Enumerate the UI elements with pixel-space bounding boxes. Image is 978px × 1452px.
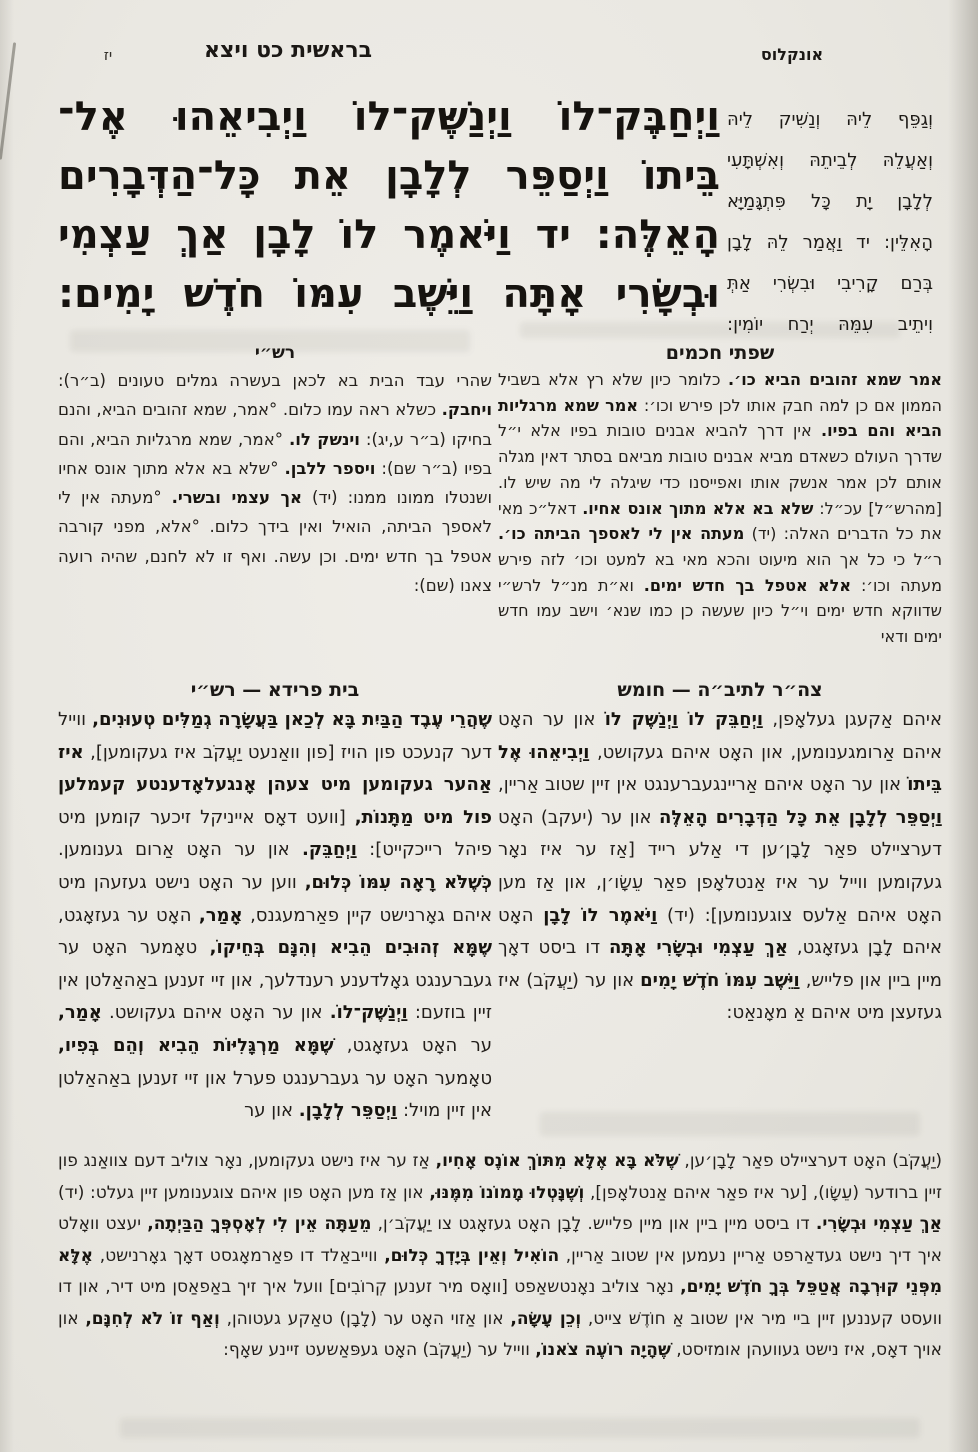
- body-segment: (יַעֲקֹב) האָט דערציילט פאַר לָבָן׳ען,: [678, 1151, 942, 1171]
- body-segment: און אַזוי האָט ער (לָבָן) טאַקע געטוהן,: [219, 1308, 511, 1329]
- lead-word: אַךְ עַצְמִי וּבְשָׂרִי אָתָּה: [609, 937, 788, 959]
- lead-word: אך עצמי ובשרי.: [171, 488, 303, 508]
- body-segment: טאָמער האָט ער געברענגט פערל און זיי זענען באַהאַלטן אין זיין מויל:: [58, 1067, 492, 1122]
- text-line: וְאַעֲלֵהּ לְבֵיתֵהּ וְאִשְׁתָּעִי: [727, 150, 933, 171]
- body-segment: ווייבאַלד דו פאַרמאָגסט דאָך גאָרנישט,: [93, 1245, 385, 1266]
- lead-word: אַךְ עַצְמִי וּבְשָׂרִי.: [815, 1214, 942, 1234]
- body-segment: דאל״כ מאי את כל הדברים האלה: (יד): [498, 498, 942, 544]
- lead-word: אלא אטפל בך חדש ימים.: [643, 575, 852, 595]
- body-segment: טאָמער האָט ער געברענגט גאָלדענע רענדלעך, און זיי זענען באַהאַלטן אין זיין בוזעם:: [58, 937, 492, 1024]
- page-edge-shadow-left: [0, 0, 14, 1452]
- body-segment: און אַז מען האָט פון איהם צוגענומען זיין געלט: (יד): [58, 1182, 430, 1203]
- body-segment: כשלא ראה עמו כלום. °אמר, שמא זהובים הביא, והנם בחיקו (ב״ר ע,יג):: [58, 400, 492, 449]
- body-segment: שהרי עבד הבית בא לכאן בעשרה גמלים טעונים (ב״ר):: [58, 371, 492, 390]
- page-title: בראשית כט ויצא: [204, 38, 372, 63]
- body-segment: °אמר, שמא מרגליות הביא, והם בפיו (ב״ר שם):: [58, 429, 492, 478]
- lead-word: שֶׁמָּא זְהוּבִים הֵבִיא וְהִנָּם בְּחֵיקוֹ,: [209, 937, 492, 959]
- bleed-through-artifact: [120, 1418, 920, 1438]
- lead-word: וַיְנַשֶּׁק־לוֹ.: [329, 1002, 408, 1024]
- lead-word: שלא בא אלא מתוך אונס אחיו.: [582, 498, 814, 518]
- body-segment: יעצט וואָלט איך דיך נישט געדאַרפט אַריין נעמען אין שטוב אַריין,: [58, 1214, 942, 1266]
- body-segment: האָט ער געזאָגט,: [58, 904, 199, 926]
- body-segment: °שלא בא אלא מתוך אונס אחיו ושנטלו ממונו ממנו: (יד): [58, 458, 492, 508]
- lead-word: וַיְחַבֵּק.: [301, 839, 357, 861]
- binding-shadow-right: [948, 0, 978, 1452]
- lead-word: וְאַף זוֹ לֹא לְחִנָּם,: [85, 1308, 220, 1329]
- lead-word: אָמַר,: [58, 1002, 102, 1024]
- body-segment: און ער האָט איהם אַריינגעברענגט אין זיין שטוב אַריין,: [498, 774, 908, 796]
- lead-word: וַיֵּשֶׁב עִמּוֹ חֹדֶשׁ יָמִים: [640, 969, 800, 991]
- lead-word: שֶׁהֲרֵי עֶבֶד הַבַּיִת בָּא לְכַאן בַּעֲשָׂרָה גְמַלִּים טְעוּנִים,: [92, 709, 492, 730]
- lead-word: אָמַר,: [198, 904, 243, 926]
- body-segment: האָט איהם לָבָן געזאָגט,: [498, 904, 942, 959]
- text-line: הָאֵלֶּה: יד וַיֹּאמֶר לוֹ לָבָן אַךְ עַצְמִי: [58, 212, 720, 258]
- body-segment: דו ביסט דאָך מיין ביין און פלייש,: [498, 937, 942, 991]
- lead-word: וַיְסַפֵּר לְלָבָן אֵת כָּל הַדְּבָרִים הָאֵלֶּה: [658, 806, 942, 828]
- text-line: וּבְשָׂרִי אָתָּה וַיֵּשֶׁב עִמּוֹ חֹדֶשׁ יָמִים:: [58, 271, 720, 317]
- text-line: לְלָבָן יָת כָּל פִּתְגָּמַיָּא: [727, 191, 933, 212]
- body-segment: דו ביסט מיין ביין און מיין פלייש. לָבָן האָט געזאָגט צו יַעֲקֹב׳ן,: [371, 1214, 816, 1234]
- lead-word: מעתה אין לי לאספך הביתה כו׳.: [498, 524, 745, 544]
- lead-word: הוֹאִיל וְאֵין בְּיָדְךָ כְּלוּם,: [384, 1245, 560, 1266]
- siftei-chachamim-heading: שפתי חכמים: [665, 342, 775, 364]
- body-segment: [וועט דאָס אייניקל זיכער קומען מיט פיהל רייכקייט]:: [58, 806, 492, 861]
- body-segment: ווייל דער קנעכט פון הויז [פון וואַנעט יַעֲקֹב איז געקומען],: [58, 709, 492, 763]
- body-segment: אין דרך להביא אבנים טובות בפיו אלא י״ל שדרך העולם כשאדם מביא אבנים טובות מביאם בסתר דאין מגלה אותם לכן אמר אנשק אותו ואפייסנו כדי שיגלה לי מה שיש לו. [מהרש״ל] עכ״ל:: [498, 421, 942, 518]
- body-segment: כלומר כיון שלא רץ אלא בשביל הממון אם כן למה חבק אותו לכן פירש וכו׳:: [498, 370, 942, 415]
- beis-frida-rashi-yiddish-text: [58, 704, 492, 1146]
- lead-word: וַיְבִיאֵהוּ אֶל בֵּיתוֹ: [498, 741, 942, 796]
- body-segment: ווען ער האָט נישט געזעהן מיט איהם גאָרנישט קיין פאַרמעגנס,: [58, 871, 492, 926]
- lead-word: ויחבק.: [441, 400, 492, 420]
- text-line: וִיתֵיב עִמֵּהּ יְרַח יוֹמִין:: [727, 314, 933, 335]
- tzohar-lateivah-chumash-heading: צה״ר לתיב״ה — חומש: [617, 679, 823, 701]
- lead-word: אמר שמא זהובים הביא כו׳.: [728, 370, 942, 389]
- body-segment: און ער האָט אַרום גענומען.: [58, 839, 302, 861]
- siftei-chachamim-text: [498, 367, 942, 662]
- text-line: הָאִלֵּין: יד וַאֲמַר לֵהּ לָבָן: [727, 232, 933, 253]
- body-segment: און ער (יעקב) האָט דערציילט פאַר לָבָן׳ען די אַלע רייד [אַז ער איז נאָר געקומען ווייל ער איז אַנטלאָפן פאַר עֵשָׂו׳ן, און אַז מען האָט איהם אַלעס צוגענומען]: (יד): [498, 806, 942, 926]
- body-segment: און ער (יַעֲקֹב) איז געזעצן מיט איהם אַ מאָנאַט:: [498, 969, 942, 1024]
- body-segment: און אויך דאָס, איז נישט געוועהן אומזיסט,: [58, 1308, 942, 1360]
- lead-word: וַיְסַפֵּר לְלָבָן.: [298, 1100, 398, 1122]
- body-segment: ר״ל כי כל אך הוא מיעוט והכא מאי בא למעט וכו׳ לזה פירש מעתה וכו׳:: [498, 549, 942, 595]
- lead-word: אֶלָּא מִפְּנֵי קוּרְבָה אֲטַפֵּל בְּךָ חֹדֶשׁ יָמִים,: [58, 1245, 942, 1297]
- lead-word: איז אַהער געקומען מיט צעהן אָנגעלאָדענטע קעמלען פול מיט מַתָּנוֹת,: [58, 741, 492, 828]
- lead-word: וְכֵן עָשָׂה,: [510, 1308, 582, 1329]
- lead-word: כְּשֶׁלֹּא רָאָה עִמּוֹ כְּלוּם,: [304, 871, 492, 893]
- lead-word: וינשק לו.: [288, 429, 360, 449]
- lead-word: וַיֹּאמֶר לוֹ לָבָן: [543, 904, 658, 926]
- tzohar-lateivah-yiddish-text: [498, 704, 942, 1112]
- body-segment: איהם אַקעגן געלאָפן,: [763, 709, 942, 730]
- body-segment: און ער האָט איהם געקושט.: [101, 1002, 330, 1024]
- lead-word: ויספר ללבן.: [284, 458, 376, 478]
- body-segment: נאָר צוליב נאָנטשאַפט [וואָס מיר זענען קְרוֹבִים] וועל איך זיך באַפאַסן מיט דיר, און דו וועסט קעננען זיין ביי מיר אין שטוב אַ חוֹדֶשׁ צייט,: [58, 1277, 942, 1329]
- text-line: וַיְחַבֶּק־לוֹ וַיְנַשֶּׁק־לוֹ וַיְבִיאֵהוּ אֶל־: [58, 94, 720, 140]
- body-segment: אַז ער איז נישט געקומען, נאָר צוליב דעם צוואַנג פון זיין ברודער (עֵשָׂו), [ער איז פאַר איהם אַנטלאָפן],: [58, 1151, 942, 1203]
- page-number: יז: [103, 46, 113, 64]
- rashi-heading: רש״י: [254, 343, 296, 363]
- onkelos-column-label: אונקלוס: [760, 45, 824, 64]
- bottom-yiddish-commentary-text: [58, 1146, 942, 1414]
- lead-word: וְשֶׁנָּטְלוּ מָמוֹנוֹ מִמֶּנּוּ,: [429, 1182, 585, 1203]
- lead-word: וַיְחַבֵּק לוֹ וַיְנַשֶּׁק לוֹ: [604, 709, 764, 730]
- body-segment: און ער האָט איהם אַרומגענומען, און האָט איהם געקושט,: [498, 709, 942, 763]
- onkelos-translation-text: [727, 99, 933, 345]
- text-line: בֵּיתוֹ וַיְסַפֵּר לְלָבָן אֵת כָּל־הַדְּבָרִים: [58, 153, 720, 199]
- text-line: וְגַפֵּף לֵיהּ וְנַשִּׁיק לֵיהּ: [727, 109, 933, 130]
- lead-word: מֵעַתָּה אֵין לִי לְאָסְפְּךָ הַבַּיְתָה,: [147, 1214, 372, 1234]
- body-segment: ווייל ער (יַעֲקֹב) האָט געפּאַשעט זיינע שאָף:: [223, 1340, 536, 1360]
- lead-word: שֶׁמָּא מַרְגָּלִיּוֹת הֵבִיא וְהֵם בְּפִיו,: [58, 1034, 334, 1056]
- body-segment: °מעתה אין לי לאספך הביתה, הואיל ואין בידך כלום. °אלא, מפני קורבה אטפל בך חדש ימים. וכן עשה. ואף זו לא לחנם, שהיה רועה צאנו (שם):: [58, 488, 492, 596]
- lead-word: אמר שמא מרגליות הביא והם בפיו.: [498, 395, 942, 441]
- torah-verse-text: [58, 88, 720, 324]
- body-segment: ער האָט געזאָגט,: [333, 1034, 492, 1056]
- rashi-commentary-text: [58, 366, 492, 666]
- lead-word: שֶׁהָיָה רוֹעֶה צֹאנוֹ,: [535, 1340, 671, 1360]
- text-line: בְּרַם קָרִיבִי וּבִשְׂרִי אַתְּ: [727, 273, 933, 294]
- lead-word: שֶׁלֹּא בָּא אֶלָּא מִתּוֹךְ אוֹנֶס אָחִיו,: [435, 1151, 679, 1171]
- bleed-through-artifact: [540, 1112, 920, 1136]
- body-segment: און ער: [244, 1100, 299, 1122]
- beis-frida-rashi-heading: בית פרידא — רש״י: [190, 679, 360, 701]
- body-segment: וא״ת מנ״ל לרש״י שדווקא חדש ימים וי״ל כיון שעשה כן כמו שנא׳ וישב עמו חדש ימים ודאי: [498, 575, 942, 647]
